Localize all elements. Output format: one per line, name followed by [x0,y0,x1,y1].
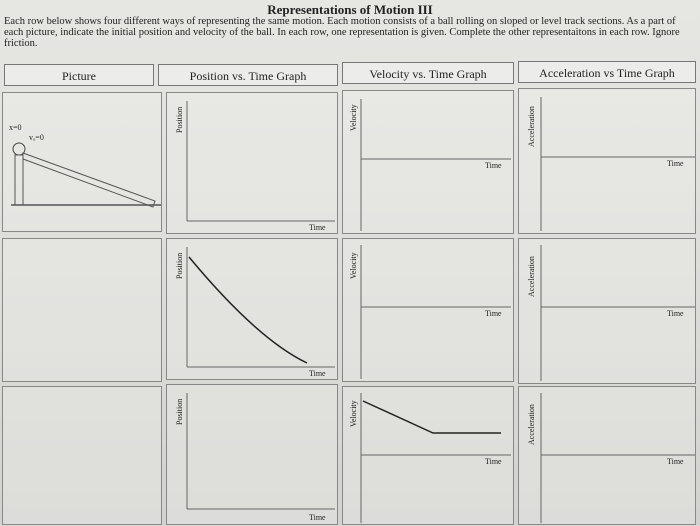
time-axis-label: Time [309,369,326,378]
time-axis-label: Time [485,161,502,170]
time-axis-label: Time [485,309,502,318]
position-axes [167,93,339,235]
velocity-axis-label: Velocity [349,252,358,279]
time-axis-label: Time [309,513,326,522]
position-axis-label: Position [175,252,184,279]
x0-label: x=0 [9,123,22,132]
time-axis-label: Time [309,223,326,232]
header-acceleration: Acceleration vs Time Graph [518,61,696,83]
velocity-axis-label: Velocity [349,400,358,427]
row1-acceleration-cell[interactable] [518,88,696,234]
position-axes [167,385,339,526]
row3-position-cell[interactable] [166,384,338,525]
row3-acceleration-cell[interactable] [518,386,696,525]
instructions: Each row below shows four different ways of representing the same motion. Each motion consists of a ball rolling on sloped or level track sections. As a part of each picture, indicate the initial position and velocity of the ball. In each row, one representation is given. Complete the other representaitons in each row. Ignore friction. [4,16,680,49]
time-axis-label: Time [485,457,502,466]
row2-velocity-cell[interactable] [342,238,514,382]
ramp-support [15,155,23,205]
ramp-drawing [3,93,163,233]
velocity-line [363,401,501,433]
header-velocity: Velocity vs. Time Graph [342,62,514,84]
row2-position-cell[interactable] [166,238,338,380]
position-graph [167,239,339,381]
position-curve [189,257,307,363]
header-position: Position vs. Time Graph [158,64,338,86]
row1-position-cell[interactable] [166,92,338,234]
row2-acceleration-cell[interactable] [518,238,696,384]
page-title: Representations of Motion III [267,2,433,17]
velocity-axis-label: Velocity [349,104,358,131]
v0-label: vₒ=0 [29,133,44,142]
position-axis-label: Position [175,398,184,425]
ramp-track [23,153,155,207]
time-axis-label: Time [667,309,684,318]
time-axis-label: Time [667,457,684,466]
row1-velocity-cell[interactable] [342,90,514,234]
row3-picture-cell[interactable] [2,386,162,525]
header-picture: Picture [4,64,154,86]
acceleration-axis-label: Acceleration [527,404,536,445]
row2-picture-cell[interactable] [2,238,162,382]
row3-velocity-cell[interactable] [342,386,514,525]
row1-picture-cell[interactable] [2,92,162,232]
time-axis-label: Time [667,159,684,168]
position-axis-label: Position [175,106,184,133]
acceleration-axis-label: Acceleration [527,106,536,147]
acceleration-axis-label: Acceleration [527,256,536,297]
